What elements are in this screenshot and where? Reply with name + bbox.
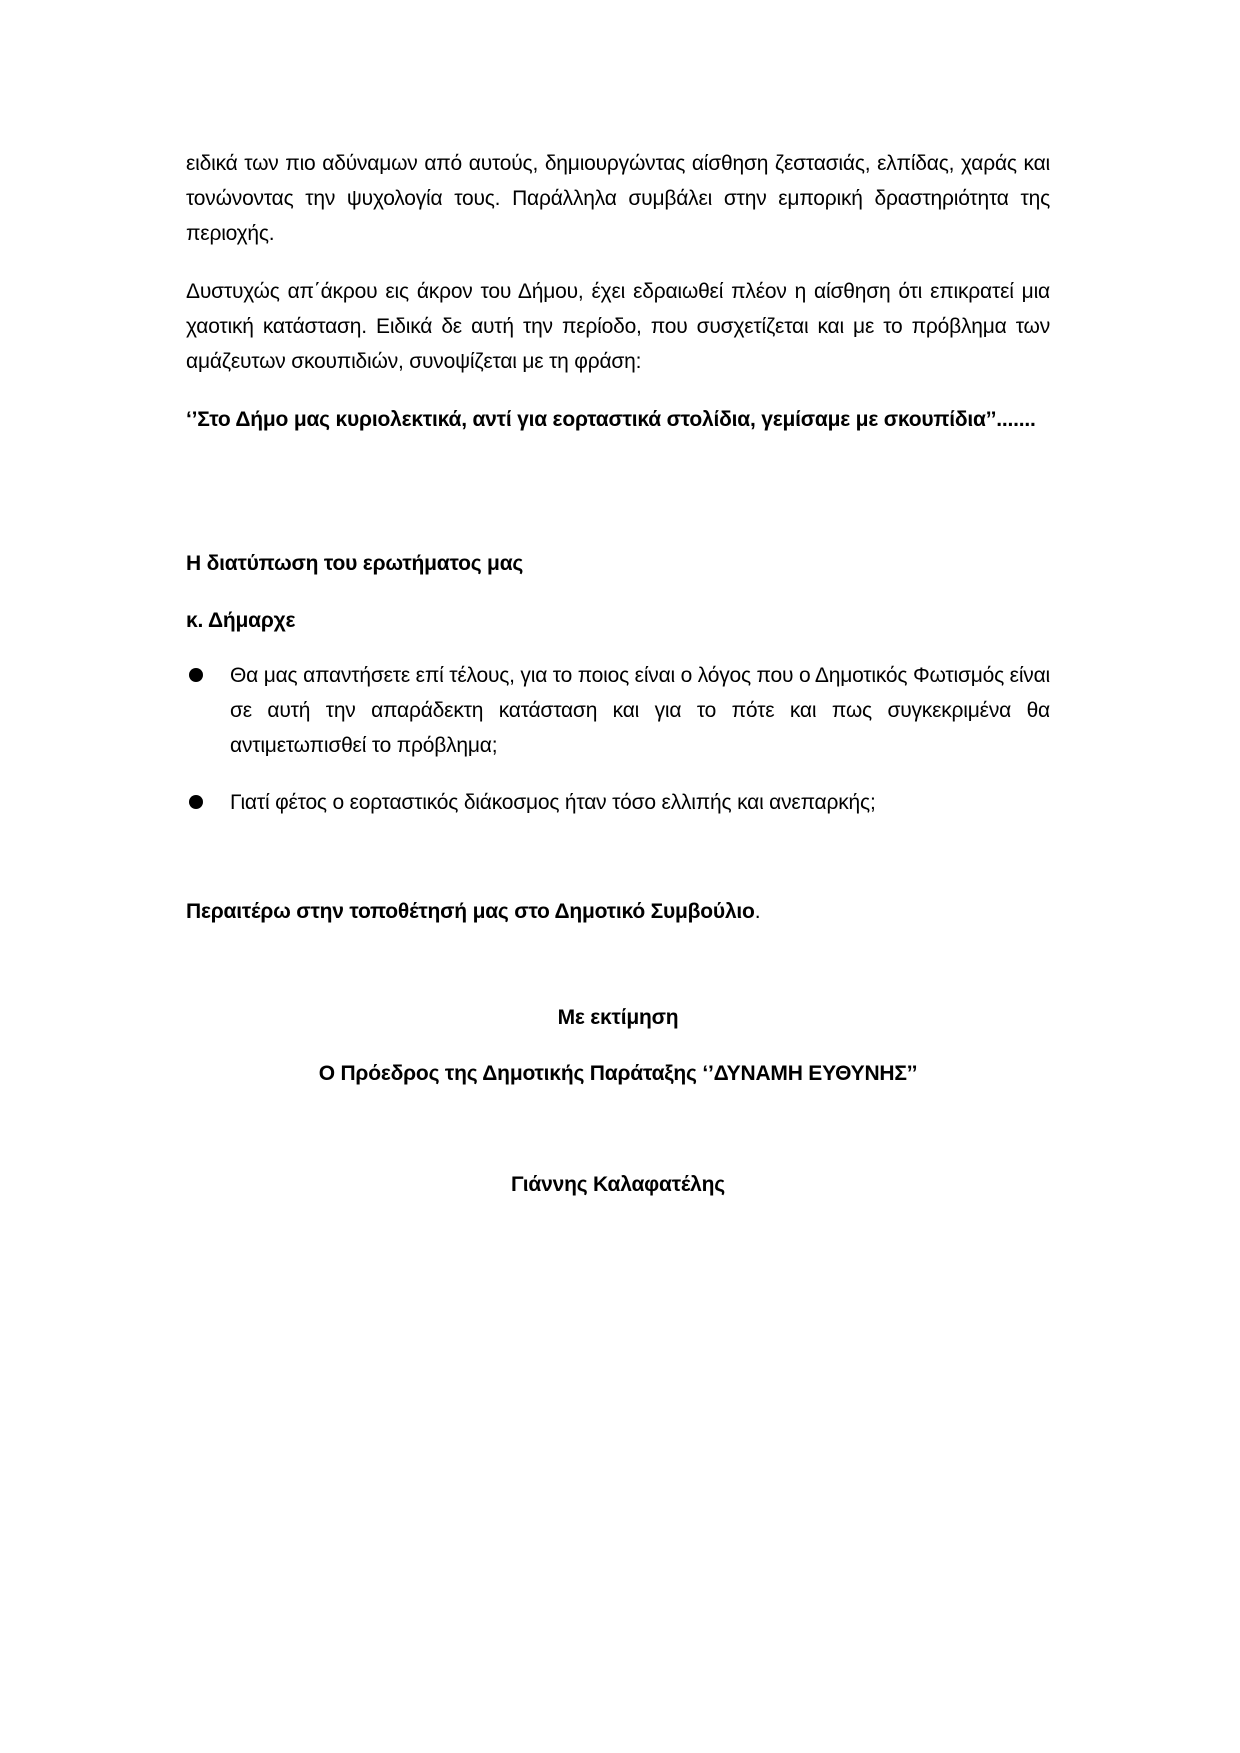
- signature-name: Γιάννης Καλαφατέλης: [511, 1173, 725, 1196]
- questions-list: [186, 658, 1050, 842]
- question-heading: Η διατύπωση του ερωτήματος μας: [186, 552, 524, 575]
- question-item: [186, 658, 1050, 763]
- signature-regards: Με εκτίμηση: [557, 1006, 679, 1029]
- salutation: κ. Δήμαρχε: [186, 609, 296, 632]
- question-item: [186, 785, 1050, 820]
- bullet-icon: [189, 795, 203, 809]
- closing-statement-period: .: [754, 900, 761, 923]
- question-text: Γιατί φέτος ο εορταστικός διάκοσμος ήταν τόσο ελλιπής και ανεπαρκής;: [230, 791, 876, 814]
- quote-garbage: ‘’Στο Δήμο μας κυριολεκτικά, αντί για εορταστικά στολίδια, γεμίσαμε με σκουπίδια’’.......: [186, 408, 1036, 431]
- signature-title: Ο Πρόεδρος της Δημοτικής Παράταξης ‘’ΔΥΝΑΜΗ ΕΥΘΥΝΗΣ’’: [318, 1062, 918, 1085]
- paragraph-intro-continuation: ειδικά των πιο αδύναμων από αυτούς, δημιουργώντας αίσθηση ζεστασιάς, ελπίδας, χαράς και τονώνοντας την ψυχολογία τους. Παράλληλα συμβάλει στην εμπορική δραστηριότητα της περιοχής.: [186, 152, 1050, 245]
- body-text-block: [186, 146, 1050, 437]
- closing-statement: [186, 894, 760, 929]
- question-text: Θα μας απαντήσετε επί τέλους, για το ποιος είναι ο λόγος που ο Δημοτικός Φωτισμός είναι σε αυτή την απαράδεκτη κατάσταση και για το πότε και πως συγκεκριμένα θα αντιμετωπισθεί το πρόβλημα;: [230, 664, 1050, 757]
- bullet-icon: [189, 668, 203, 682]
- paragraph-chaotic-situation: Δυστυχώς απ΄άκρου εις άκρον του Δήμου, έχει εδραιωθεί πλέον η αίσθηση ότι επικρατεί μια χαοτική κατάσταση. Ειδικά δε αυτή την περίοδο, που συσχετίζεται και με το πρόβλημα των αμάζευτων σκουπιδιών, συνοψίζεται με τη φράση:: [186, 280, 1050, 373]
- closing-statement-text: Περαιτέρω στην τοποθέτησή μας στο Δημοτικό Συμβούλιο: [186, 900, 755, 923]
